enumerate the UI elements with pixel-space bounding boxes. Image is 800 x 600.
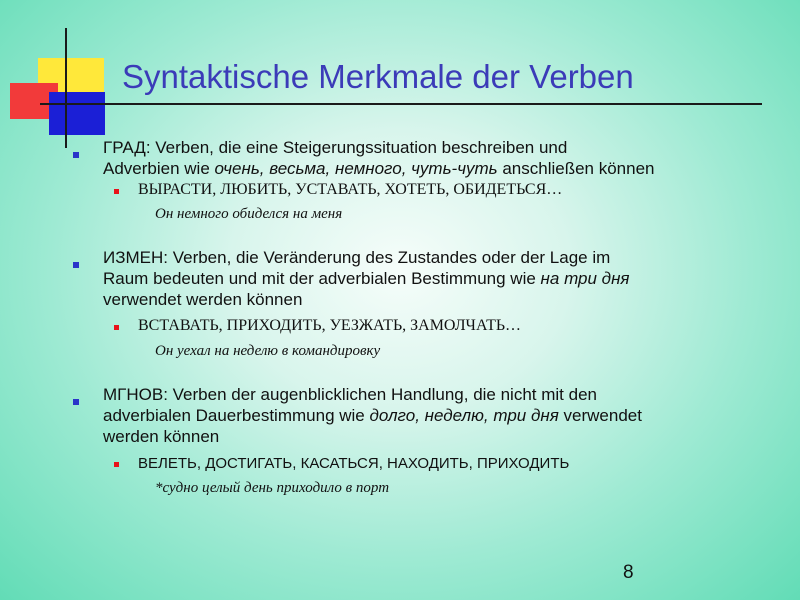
page-number: 8 [623,562,634,583]
section-2-line-2: Raum bedeuten und mit der adverbialen Bestimmung wie на три дня [103,269,630,288]
section-1-line-1: ГРАД: Verben, die eine Steigerungssituation beschreiben und [103,138,568,157]
bullet-main-1 [73,152,79,158]
section-2-example: Он уехал на неделю в командировку [155,343,381,359]
section-3-verbs: ВЕЛЕТЬ, ДОСТИГАТЬ, КАСАТЬСЯ, НАХОДИТЬ, ПРИХОДИТЬ [138,455,570,472]
section-1-text [103,137,753,179]
bullet-sub-2 [114,325,119,330]
section-2-adverbs: на три дня [540,269,630,288]
section-2-verbs: ВСТАВАТЬ, ПРИХОДИТЬ, УЕЗЖАТЬ, ЗАМОЛЧАТЬ… [138,317,522,334]
section-1-adverbs: очень, весьма, немного, чуть-чуть [214,159,498,178]
logo-vertical-line [65,28,67,148]
slide-title: Syntaktische Merkmale der Verben [122,58,634,95]
section-2-line-3: verwendet werden können [103,290,303,309]
bullet-sub-3 [114,462,119,467]
title-underline [40,103,762,105]
bullet-main-3 [73,399,79,405]
bullet-main-2 [73,262,79,268]
bullet-sub-1 [114,189,119,194]
section-3-adverbs: долго, неделю, три дня [369,406,559,425]
section-3-line-2: adverbialen Dauerbestimmung wie долго, неделю, три дня verwendet [103,406,642,425]
section-3-text [103,384,753,447]
section-2-line-1: ИЗМЕН: Verben, die Veränderung des Zustandes oder der Lage im [103,248,611,267]
section-1-line-2: Adverbien wie очень, весьма, немного, чуть-чуть anschließen können [103,159,655,178]
section-3-line-1: МГНОВ: Verben der augenblicklichen Handlung, die nicht mit den [103,385,597,404]
section-3-line-3: werden können [103,427,220,446]
section-1-example: Он немного обиделся на меня [155,206,343,222]
section-3-example: *судно целый день приходило в порт [155,480,390,496]
section-1-verbs: ВЫРАСТИ, ЛЮБИТЬ, УСТАВАТЬ, ХОТЕТЬ, ОБИДЕТЬСЯ… [138,181,563,198]
logo-blue-square [49,92,105,135]
section-2-text [103,247,753,310]
